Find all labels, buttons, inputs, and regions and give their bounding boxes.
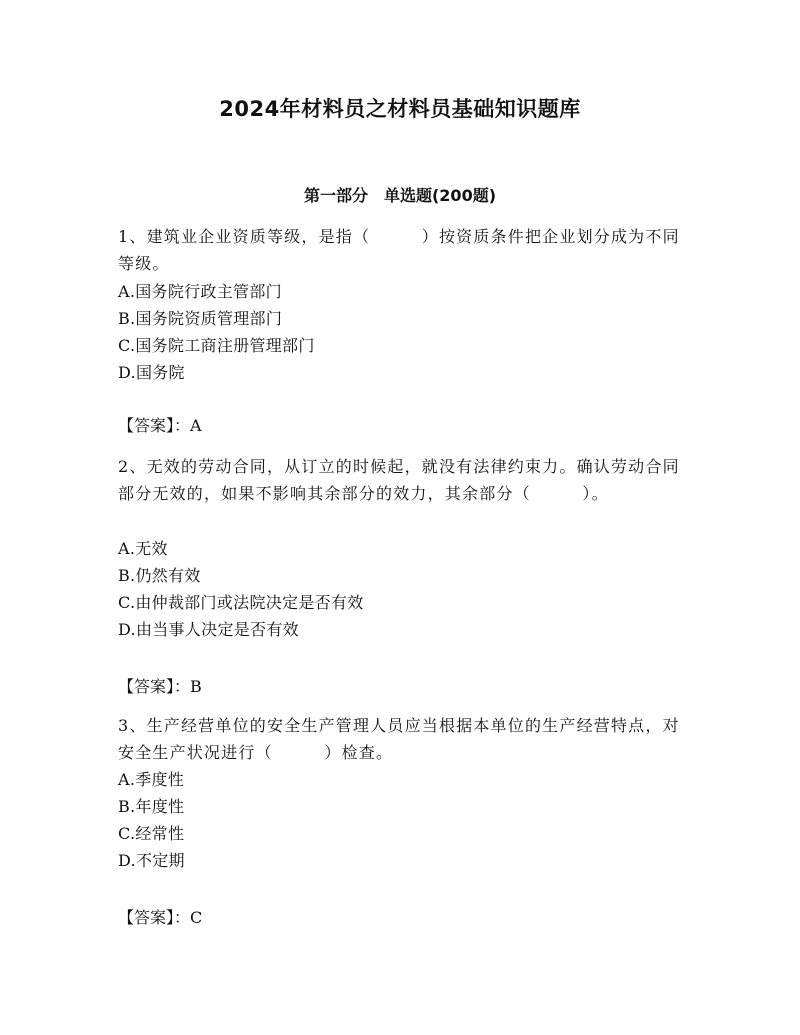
answer-line	[118, 673, 202, 700]
section-title: 第一部分 单选题(200题)	[303, 186, 497, 205]
option-b: B.年度性	[118, 797, 185, 816]
option-d: D.国务院	[118, 363, 185, 382]
answer-value: C	[190, 908, 203, 927]
option-b: B.仍然有效	[118, 566, 201, 585]
answer-line	[118, 904, 202, 931]
option-c: C.国务院工商注册管理部门	[118, 336, 315, 355]
answer-label: 【答案】：	[118, 908, 191, 927]
option-a: A.无效	[118, 539, 168, 558]
answer-value: B	[190, 677, 202, 696]
question-stem: 1、建筑业企业资质等级，是指（ ）按资质条件把企业划分成为不同等级。	[118, 227, 680, 273]
option-b: B.国务院资质管理部门	[118, 309, 283, 328]
answer-line	[118, 412, 202, 439]
answer-value: A	[190, 416, 202, 435]
answer-label: 【答案】：	[118, 416, 191, 435]
option-c: C.经常性	[118, 824, 185, 843]
option-c: C.由仲裁部门或法院决定是否有效	[118, 593, 364, 612]
answer-label: 【答案】：	[118, 677, 191, 696]
question-stem: 3、生产经营单位的安全生产管理人员应当根据本单位的生产经营特点，对安全生产状况进行（ ）检查。	[118, 716, 680, 762]
option-a: A.国务院行政主管部门	[118, 282, 282, 301]
option-d: D.不定期	[118, 851, 185, 870]
question-stem: 2、无效的劳动合同，从订立的时候起，就没有法律约束力。确认劳动合同部分无效的，如果不影响其余部分的效力，其余部分（ ）。	[118, 457, 680, 503]
option-d: D.由当事人决定是否有效	[118, 620, 299, 639]
option-a: A.季度性	[118, 770, 185, 789]
document-title: 2024年材料员之材料员基础知识题库	[219, 97, 581, 121]
